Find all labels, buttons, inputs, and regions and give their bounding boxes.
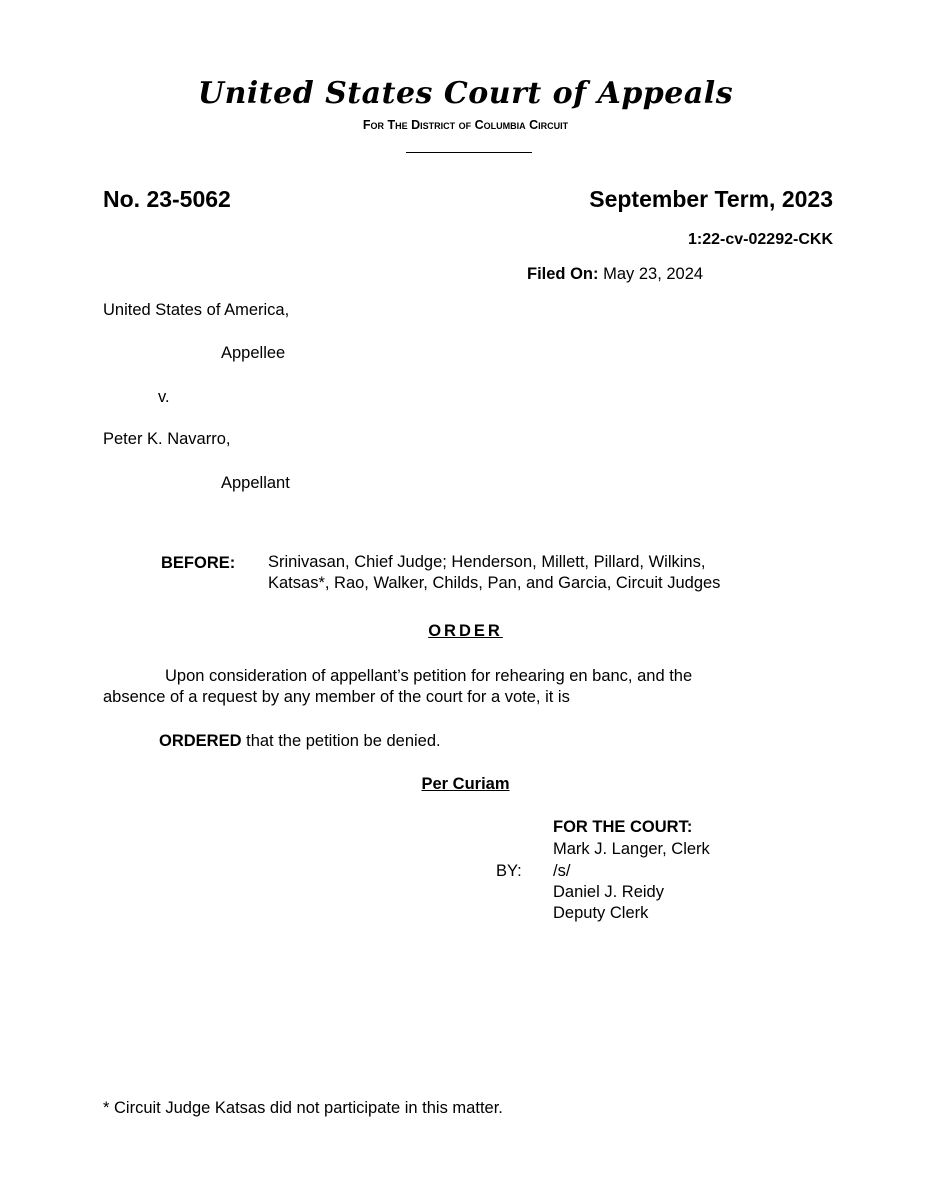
signature-mark: /s/ xyxy=(553,862,571,880)
per-curiam: Per Curiam xyxy=(421,775,510,793)
order-body xyxy=(103,666,692,708)
deputy-title: Deputy Clerk xyxy=(553,904,649,922)
plaintiff-role: Appellee xyxy=(221,344,286,362)
title-divider xyxy=(406,152,532,153)
before-label: BEFORE: xyxy=(161,554,236,572)
by-label: BY: xyxy=(496,862,522,880)
panel-line: Katsas*, Rao, Walker, Childs, Pan, and Garcia, Circuit Judges xyxy=(268,574,721,592)
order-body-line: absence of a request by any member of the court for a vote, it is xyxy=(103,688,570,706)
versus: v. xyxy=(158,388,170,406)
for-the-court: FOR THE COURT: xyxy=(553,818,693,836)
footnote: * Circuit Judge Katsas did not participate in this matter. xyxy=(103,1099,503,1117)
ordered-clause xyxy=(159,732,441,751)
docket-number: 1:22-cv-02292-CKK xyxy=(688,231,833,248)
deputy-name: Daniel J. Reidy xyxy=(553,883,664,901)
court-term: September Term, 2023 xyxy=(589,186,833,212)
case-number: No. 23-5062 xyxy=(103,186,231,212)
defendant-role: Appellant xyxy=(221,474,290,492)
panel-line: Srinivasan, Chief Judge; Henderson, Millett, Pillard, Wilkins, xyxy=(268,553,706,571)
clerk-name: Mark J. Langer, Clerk xyxy=(553,840,710,858)
circuit-subtitle: For The District of Columbia Circuit xyxy=(362,118,569,132)
order-heading: ORDER xyxy=(428,622,503,640)
defendant-name: Peter K. Navarro, xyxy=(103,430,231,448)
order-body-line: Upon consideration of appellant’s petition for rehearing en banc, and the xyxy=(165,667,693,685)
court-title: United States Court of Appeals xyxy=(197,76,734,111)
ordered-label: ORDERED xyxy=(159,732,242,750)
filed-label: Filed On: xyxy=(527,265,599,283)
plaintiff-name: United States of America, xyxy=(103,301,290,319)
panel-judges xyxy=(268,552,720,594)
filed-date: May 23, 2024 xyxy=(603,265,704,283)
ordered-text: that the petition be denied. xyxy=(246,732,441,750)
filed-on xyxy=(527,265,703,284)
